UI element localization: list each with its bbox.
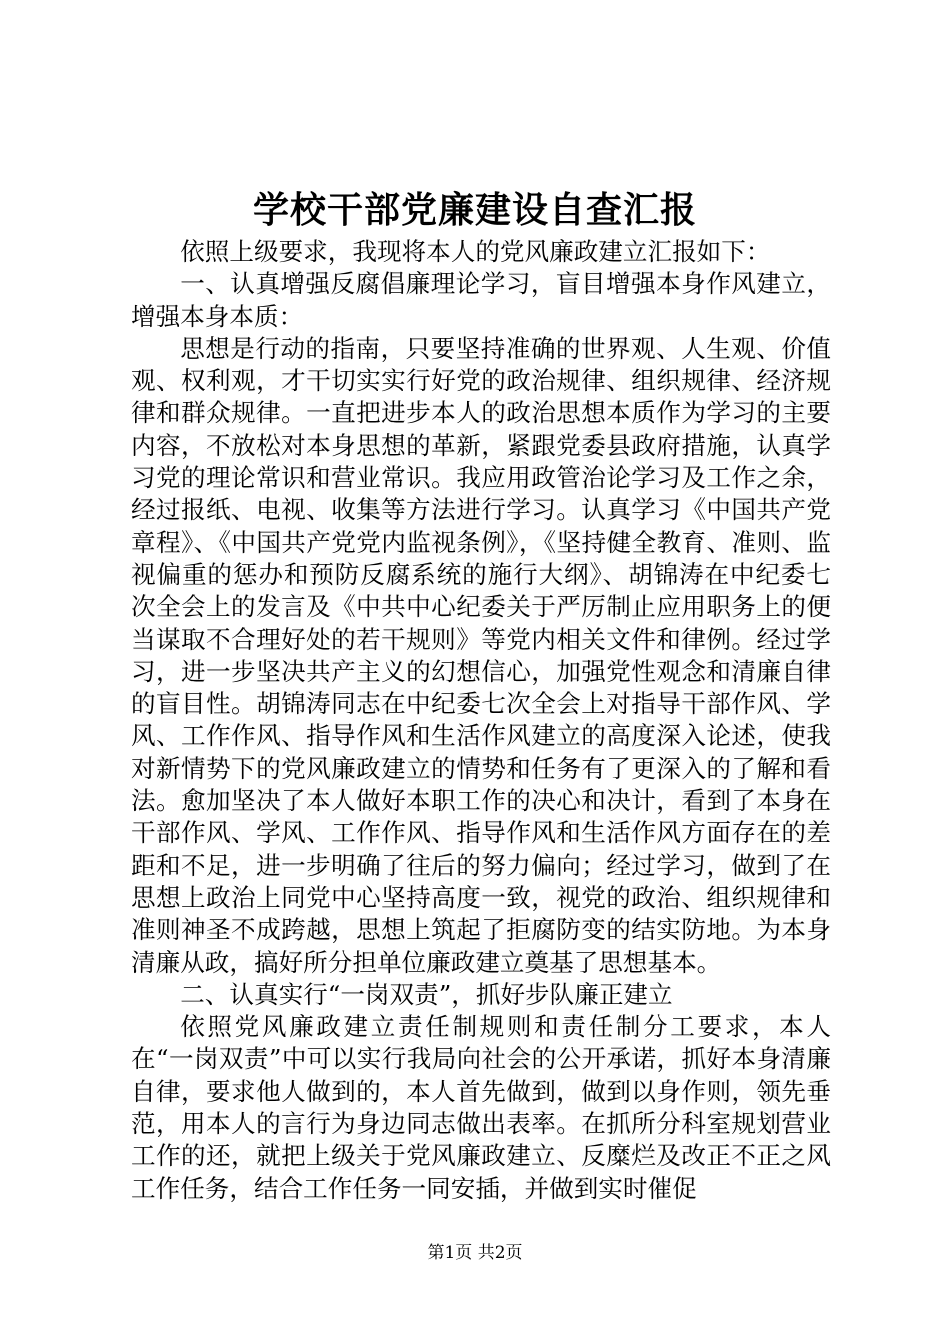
document-title: 学校干部党廉建设自查汇报 [252,189,697,231]
section-one-body: 思想是行动的指南，只要坚持准确的世界观、人生观、价值观、权利观，才干切实实行好党的政治规律、组织规律、经济规律和群众规律。一直把进步本人的政治思想本质作为学习的主要内容，不放松对本身思想的革新，紧跟党委县政府措施，认真学习党的理论常识和营业常识。我应用政管治论学习及工作之余，经过报纸、电视、收集等方法进行学习。认真学习《中国共产党章程》、《中国共产党党内监视条例》，《坚持健全教育、准则、监视偏重的惩办和预防反腐系统的施行大纲》、胡锦涛在中纪委七次全会上的发言及《中共中心纪委关于严厉制止应用职务上的便当谋取不合理好处的若干规则》等党内相关文件和律例。经过学习，进一步坚决共产主义的幻想信心，加强党性观念和清廉自律的盲目性。胡锦涛同志在中纪委七次全会上对指导干部作风、学风、工作作风、指导作风和生活作风建立的高度深入论述，使我对新情势下的党风廉政建立的情势和任务有了更深入的了解和看法。愈加坚决了本人做好本职工作的决心和决计，看到了本身在干部作风、学风、工作作风、指导作风和生活作风方面存在的差距和不足，进一步明确了往后的努力偏向；经过学习，做到了在思想上政治上同党中心坚持高度一致，视党的政治、组织规律和准则神圣不成跨越，思想上筑起了拒腐防变的结实防地。为本身清廉从政，搞好所分担单位廉政建立奠基了思想基本。 [131,333,831,977]
page-number-footer: 第1页 共2页 [427,1243,523,1263]
intro-paragraph: 依照上级要求，我现将本人的党风廉政建立汇报如下： [180,237,771,266]
section-two-heading: 二、认真实行“一岗双责”，抓好步队廉正建立 [180,979,673,1009]
document-body [131,236,831,1205]
section-one-heading: 一、认真增强反腐倡廉理论学习，盲目增强本身作风建立，增强本身本质： [131,269,831,331]
section-two-body: 依照党风廉政建立责任制规则和责任制分工要求，本人在“一岗双责”中可以实行我局向社会的公开承诺，抓好本身清廉自律，要求他人做到的，本人首先做到，做到以身作则，领先垂范，用本人的言行为身边同志做出表率。在抓所分科室规划营业工作的还，就把上级关于党风廉政建立、反糜烂及改正不正之风工作任务，结合工作任务一同安插，并做到实时催促 [131,1012,831,1203]
